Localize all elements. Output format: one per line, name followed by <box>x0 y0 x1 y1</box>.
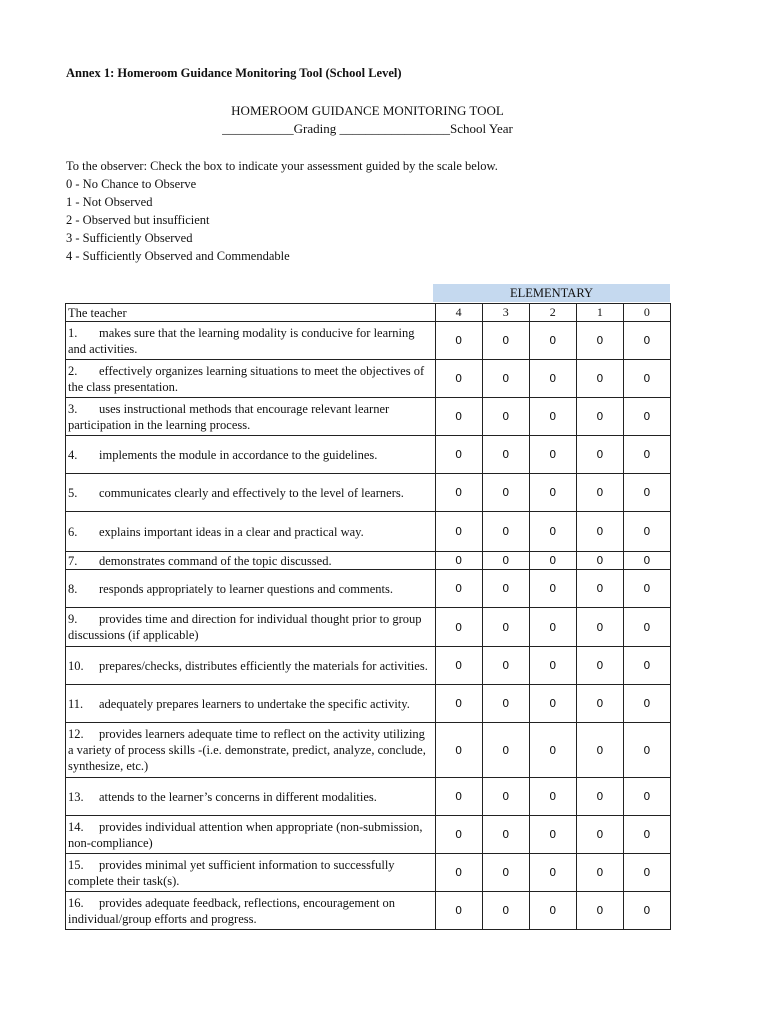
table-row <box>66 360 671 398</box>
score-cell-3 <box>482 647 529 685</box>
score-cell-2 <box>529 892 576 930</box>
score-checkbox[interactable]: 0 <box>502 372 510 385</box>
criterion-cell <box>66 512 436 552</box>
score-checkbox[interactable]: 0 <box>549 620 557 634</box>
criterion-number: 4. <box>68 447 78 462</box>
criterion-text: prepares/checks, distributes efficiently the materials for activities. <box>99 658 428 673</box>
score-cell-0 <box>623 647 670 685</box>
score-checkbox[interactable]: 0 <box>549 904 557 917</box>
score-cell-0 <box>623 778 670 816</box>
score-checkbox[interactable]: 0 <box>549 486 557 499</box>
score-cell-0 <box>623 685 670 723</box>
score-cell-2 <box>529 854 576 892</box>
score-cell-0 <box>623 854 670 892</box>
score-checkbox[interactable]: 0 <box>549 828 557 841</box>
score-header-4: 4 <box>435 304 482 322</box>
score-cell-1 <box>576 436 623 474</box>
score-cell-1 <box>576 570 623 608</box>
score-checkbox[interactable]: 0 <box>596 486 604 499</box>
score-cell-4 <box>435 854 482 892</box>
score-cell-3 <box>482 512 529 552</box>
criterion-number: 9. <box>68 612 78 626</box>
scale-item: 3 - Sufficiently Observed <box>66 231 193 245</box>
score-cell-1 <box>576 778 623 816</box>
score-header-3: 3 <box>482 304 529 322</box>
score-cell-2 <box>529 322 576 360</box>
criterion-cell <box>66 778 436 816</box>
score-cell-2 <box>529 398 576 436</box>
score-checkbox[interactable]: 0 <box>549 554 557 567</box>
score-cell-2 <box>529 552 576 570</box>
criterion-number: 12. <box>68 727 84 741</box>
criterion-number: 2. <box>68 363 78 378</box>
score-checkbox[interactable]: 0 <box>596 410 604 423</box>
score-header-2: 2 <box>529 304 576 322</box>
score-cell-4 <box>435 647 482 685</box>
score-checkbox[interactable]: 0 <box>455 659 463 672</box>
score-checkbox[interactable]: 0 <box>502 790 510 803</box>
score-checkbox[interactable]: 0 <box>502 866 510 879</box>
score-checkbox[interactable]: 0 <box>455 620 463 634</box>
score-cell-2 <box>529 474 576 512</box>
scale-item: 4 - Sufficiently Observed and Commendable <box>66 249 290 263</box>
score-cell-3 <box>482 685 529 723</box>
score-cell-0 <box>623 398 670 436</box>
criterion-text: provides adequate feedback, reflections, encouragement on individual/group efforts and progress. <box>68 895 396 926</box>
score-cell-4 <box>435 608 482 647</box>
score-cell-2 <box>529 608 576 647</box>
score-cell-4 <box>435 816 482 854</box>
score-checkbox[interactable]: 0 <box>549 790 557 803</box>
criterion-cell <box>66 892 436 930</box>
score-checkbox[interactable]: 0 <box>549 410 557 423</box>
score-checkbox[interactable]: 0 <box>455 904 463 917</box>
criterion-text: adequately prepares learners to undertake the specific activity. <box>99 696 410 711</box>
criterion-number: 8. <box>68 581 78 596</box>
score-cell-1 <box>576 816 623 854</box>
score-checkbox[interactable]: 0 <box>502 697 510 710</box>
score-checkbox[interactable]: 0 <box>502 904 510 917</box>
score-cell-3 <box>482 854 529 892</box>
score-cell-3 <box>482 474 529 512</box>
score-cell-0 <box>623 474 670 512</box>
score-checkbox[interactable]: 0 <box>643 582 651 595</box>
score-cell-3 <box>482 723 529 778</box>
table-row <box>66 512 671 552</box>
criterion-number: 14. <box>68 819 84 834</box>
score-checkbox[interactable]: 0 <box>455 486 463 499</box>
score-checkbox[interactable]: 0 <box>643 743 651 757</box>
score-checkbox[interactable]: 0 <box>643 554 651 567</box>
score-checkbox[interactable]: 0 <box>596 372 604 385</box>
score-cell-0 <box>623 570 670 608</box>
grading-school-year-line: ___________Grading _________________School Year <box>222 121 513 136</box>
criterion-cell <box>66 552 436 570</box>
criterion-cell <box>66 608 436 647</box>
score-cell-2 <box>529 436 576 474</box>
criterion-cell <box>66 723 436 778</box>
criterion-text: uses instructional methods that encourage relevant learner participation in the learning process. <box>68 401 390 432</box>
score-cell-4 <box>435 778 482 816</box>
score-checkbox[interactable]: 0 <box>549 334 557 347</box>
score-checkbox[interactable]: 0 <box>643 659 651 672</box>
score-checkbox[interactable]: 0 <box>596 904 604 917</box>
criterion-number: 16. <box>68 895 84 910</box>
scale-item: 2 - Observed but insufficient <box>66 213 210 227</box>
score-cell-3 <box>482 778 529 816</box>
score-checkbox[interactable]: 0 <box>455 334 463 347</box>
score-checkbox[interactable]: 0 <box>643 828 651 841</box>
criterion-text: implements the module in accordance to the guidelines. <box>99 447 378 462</box>
criterion-cell <box>66 647 436 685</box>
score-cell-3 <box>482 398 529 436</box>
score-checkbox[interactable]: 0 <box>596 620 604 634</box>
score-cell-3 <box>482 322 529 360</box>
score-checkbox[interactable]: 0 <box>502 582 510 595</box>
score-cell-4 <box>435 723 482 778</box>
score-cell-4 <box>435 552 482 570</box>
score-cell-0 <box>623 436 670 474</box>
score-checkbox[interactable]: 0 <box>549 372 557 385</box>
score-cell-4 <box>435 360 482 398</box>
score-cell-4 <box>435 685 482 723</box>
table-row <box>66 552 671 570</box>
score-checkbox[interactable]: 0 <box>549 866 557 879</box>
observer-instructions <box>66 157 498 265</box>
criterion-cell <box>66 398 436 436</box>
score-checkbox[interactable]: 0 <box>643 620 651 634</box>
score-checkbox[interactable]: 0 <box>455 525 463 538</box>
score-cell-4 <box>435 436 482 474</box>
table-row <box>66 474 671 512</box>
criterion-text: makes sure that the learning modality is conducive for learning and activities. <box>68 325 415 356</box>
score-checkbox[interactable]: 0 <box>502 743 510 757</box>
score-checkbox[interactable]: 0 <box>549 448 557 461</box>
score-header-1: 1 <box>576 304 623 322</box>
score-checkbox[interactable]: 0 <box>643 790 651 803</box>
score-cell-1 <box>576 322 623 360</box>
table-row <box>66 398 671 436</box>
score-checkbox[interactable]: 0 <box>643 448 651 461</box>
score-checkbox[interactable]: 0 <box>455 582 463 595</box>
criterion-number: 6. <box>68 524 78 539</box>
score-checkbox[interactable]: 0 <box>455 697 463 710</box>
score-checkbox[interactable]: 0 <box>643 904 651 917</box>
criterion-cell <box>66 816 436 854</box>
criterion-text: provides minimal yet sufficient information to successfully complete their task(s). <box>68 857 395 888</box>
document-title: HOMEROOM GUIDANCE MONITORING TOOL <box>231 103 504 118</box>
score-checkbox[interactable]: 0 <box>502 659 510 672</box>
score-checkbox[interactable]: 0 <box>643 866 651 879</box>
monitoring-table <box>65 303 671 930</box>
score-checkbox[interactable]: 0 <box>643 697 651 710</box>
score-cell-4 <box>435 570 482 608</box>
score-checkbox[interactable]: 0 <box>549 525 557 538</box>
score-cell-4 <box>435 398 482 436</box>
criterion-text: provides learners adequate time to reflect on the activity utilizing a variety of process skills -(i.e. demonstrate, predict, analyze, conclude, synthesize, etc.) <box>68 727 426 773</box>
criterion-text: attends to the learner’s concerns in different modalities. <box>99 789 377 804</box>
criterion-text: explains important ideas in a clear and practical way. <box>99 524 364 539</box>
table-row <box>66 570 671 608</box>
score-checkbox[interactable]: 0 <box>643 372 651 385</box>
score-cell-0 <box>623 608 670 647</box>
instructions-intro: To the observer: Check the box to indicate your assessment guided by the scale below. <box>66 159 498 173</box>
criterion-cell <box>66 360 436 398</box>
score-checkbox[interactable]: 0 <box>455 743 463 757</box>
score-checkbox[interactable]: 0 <box>596 525 604 538</box>
score-cell-2 <box>529 512 576 552</box>
score-cell-3 <box>482 816 529 854</box>
score-checkbox[interactable]: 0 <box>455 866 463 879</box>
score-checkbox[interactable]: 0 <box>455 790 463 803</box>
score-cell-2 <box>529 360 576 398</box>
score-cell-0 <box>623 723 670 778</box>
score-checkbox[interactable]: 0 <box>502 828 510 841</box>
score-cell-2 <box>529 570 576 608</box>
score-cell-1 <box>576 685 623 723</box>
score-checkbox[interactable]: 0 <box>502 525 510 538</box>
score-cell-0 <box>623 552 670 570</box>
score-cell-1 <box>576 892 623 930</box>
score-checkbox[interactable]: 0 <box>549 697 557 710</box>
table-row <box>66 322 671 360</box>
score-checkbox[interactable]: 0 <box>455 554 463 567</box>
score-checkbox[interactable]: 0 <box>596 790 604 803</box>
score-checkbox[interactable]: 0 <box>596 448 604 461</box>
score-cell-2 <box>529 778 576 816</box>
score-checkbox[interactable]: 0 <box>596 743 604 757</box>
table-row <box>66 647 671 685</box>
score-checkbox[interactable]: 0 <box>643 525 651 538</box>
score-header-0: 0 <box>623 304 670 322</box>
score-checkbox[interactable]: 0 <box>455 410 463 423</box>
criterion-cell <box>66 322 436 360</box>
criterion-text: communicates clearly and effectively to the level of learners. <box>99 485 404 500</box>
score-cell-0 <box>623 512 670 552</box>
criterion-number: 13. <box>68 789 84 804</box>
criterion-text: demonstrates command of the topic discussed. <box>99 553 332 568</box>
score-cell-1 <box>576 552 623 570</box>
criterion-cell <box>66 854 436 892</box>
score-checkbox[interactable]: 0 <box>596 659 604 672</box>
score-checkbox[interactable]: 0 <box>596 697 604 710</box>
score-checkbox[interactable]: 0 <box>455 828 463 841</box>
score-cell-1 <box>576 512 623 552</box>
table-row <box>66 608 671 647</box>
table-row <box>66 723 671 778</box>
criterion-text: provides individual attention when appropriate (non-submission, non-compliance) <box>68 819 423 850</box>
table-row <box>66 436 671 474</box>
annex-title: Annex 1: Homeroom Guidance Monitoring Tool (School Level) <box>66 66 402 80</box>
criterion-cell <box>66 436 436 474</box>
score-checkbox[interactable]: 0 <box>502 334 510 347</box>
criterion-number: 7. <box>68 553 78 568</box>
score-cell-1 <box>576 360 623 398</box>
score-checkbox[interactable]: 0 <box>502 486 510 499</box>
score-cell-3 <box>482 570 529 608</box>
criterion-text: responds appropriately to learner questions and comments. <box>99 581 394 596</box>
score-checkbox[interactable]: 0 <box>596 866 604 879</box>
score-checkbox[interactable]: 0 <box>643 410 651 423</box>
elementary-header: ELEMENTARY <box>433 284 670 302</box>
criterion-number: 3. <box>68 401 78 416</box>
criterion-number: 15. <box>68 857 84 872</box>
score-checkbox[interactable]: 0 <box>643 486 651 499</box>
score-checkbox[interactable]: 0 <box>596 582 604 595</box>
score-cell-4 <box>435 322 482 360</box>
score-cell-3 <box>482 360 529 398</box>
score-checkbox[interactable]: 0 <box>643 334 651 347</box>
score-cell-3 <box>482 892 529 930</box>
score-checkbox[interactable]: 0 <box>502 620 510 634</box>
criterion-cell <box>66 685 436 723</box>
scale-item: 0 - No Chance to Observe <box>66 177 197 191</box>
criterion-cell <box>66 474 436 512</box>
score-cell-3 <box>482 552 529 570</box>
score-checkbox[interactable]: 0 <box>596 828 604 841</box>
score-checkbox[interactable]: 0 <box>549 743 557 757</box>
score-cell-4 <box>435 512 482 552</box>
score-cell-2 <box>529 816 576 854</box>
criterion-number: 11. <box>68 696 84 711</box>
score-checkbox[interactable]: 0 <box>549 659 557 672</box>
criterion-number: 10. <box>68 658 84 673</box>
score-cell-0 <box>623 360 670 398</box>
score-checkbox[interactable]: 0 <box>502 410 510 423</box>
score-cell-0 <box>623 322 670 360</box>
score-cell-1 <box>576 608 623 647</box>
score-checkbox[interactable]: 0 <box>549 582 557 595</box>
score-cell-4 <box>435 892 482 930</box>
table-row <box>66 854 671 892</box>
score-cell-1 <box>576 854 623 892</box>
score-cell-2 <box>529 647 576 685</box>
score-checkbox[interactable]: 0 <box>455 448 463 461</box>
score-cell-3 <box>482 436 529 474</box>
score-cell-4 <box>435 474 482 512</box>
scale-item: 1 - Not Observed <box>66 195 153 209</box>
score-checkbox[interactable]: 0 <box>502 448 510 461</box>
score-cell-1 <box>576 474 623 512</box>
score-cell-3 <box>482 608 529 647</box>
score-cell-0 <box>623 892 670 930</box>
teacher-column-header: The teacher <box>66 304 436 322</box>
score-cell-0 <box>623 816 670 854</box>
score-cell-1 <box>576 723 623 778</box>
score-checkbox[interactable]: 0 <box>455 372 463 385</box>
table-header-row <box>66 304 671 322</box>
score-checkbox[interactable]: 0 <box>502 554 510 567</box>
table-row <box>66 892 671 930</box>
criterion-number: 5. <box>68 485 78 500</box>
score-cell-1 <box>576 647 623 685</box>
table-row <box>66 816 671 854</box>
score-cell-2 <box>529 685 576 723</box>
table-row <box>66 685 671 723</box>
table-row <box>66 778 671 816</box>
criterion-number: 1. <box>68 325 78 340</box>
score-checkbox[interactable]: 0 <box>596 554 604 567</box>
score-cell-1 <box>576 398 623 436</box>
score-checkbox[interactable]: 0 <box>596 334 604 347</box>
criterion-text: provides time and direction for individual thought prior to group discussions (if applicable) <box>68 612 422 642</box>
score-cell-2 <box>529 723 576 778</box>
criterion-text: effectively organizes learning situations to meet the objectives of the class presentation. <box>68 363 425 394</box>
criterion-cell <box>66 570 436 608</box>
